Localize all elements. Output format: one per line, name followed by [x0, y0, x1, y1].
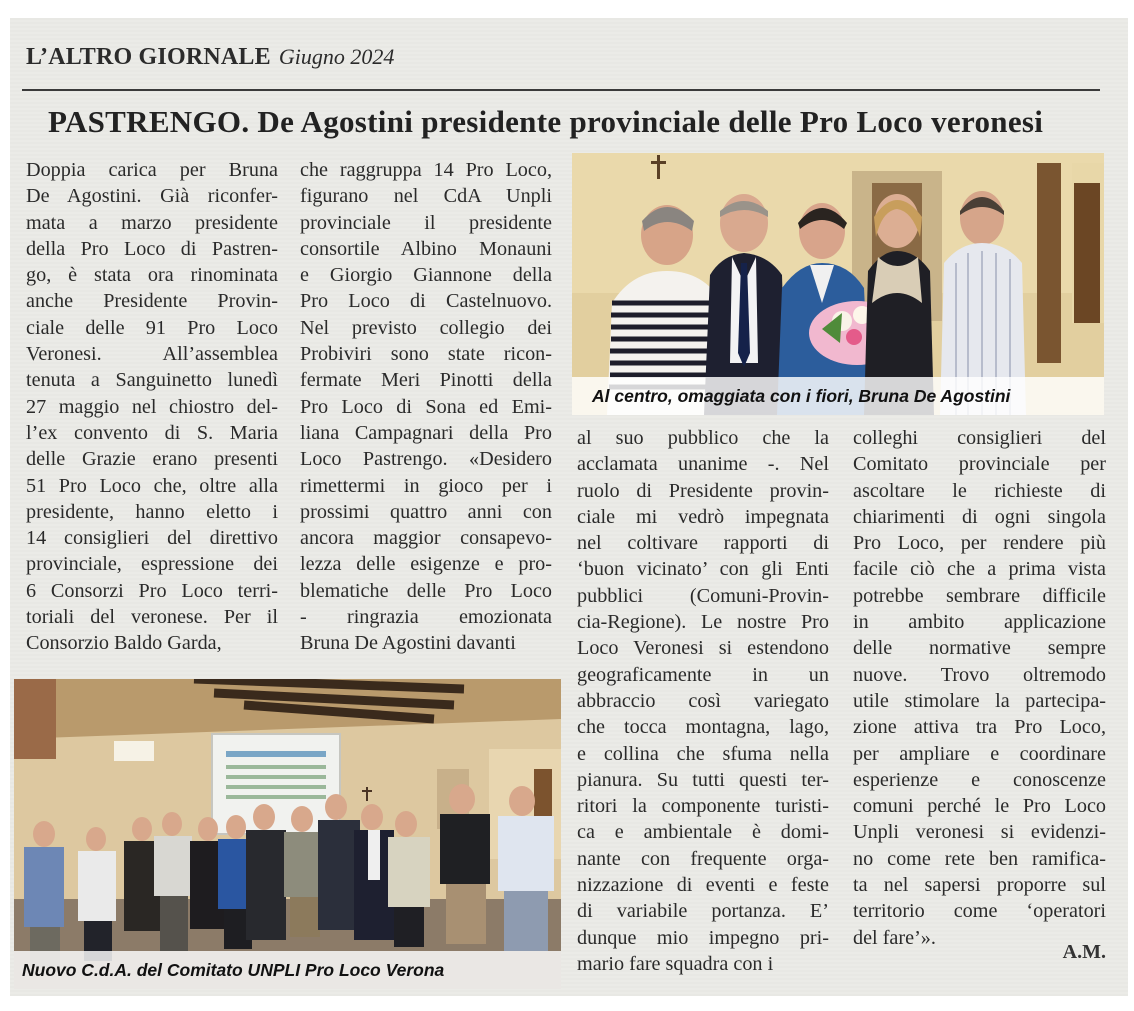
issue-date: Giugno 2024 [278, 44, 395, 69]
article-line: potrebbe sembrare difficile [853, 584, 1106, 607]
article-line: abbraccio così variegato [577, 689, 829, 712]
article-column-3 [577, 425, 829, 977]
article-line: De Agostini. Già riconfer- [26, 185, 278, 208]
article-line: lezza delle esigenze e pro- [300, 553, 552, 576]
article-line: cia-Regione). Le nostre Pro [577, 611, 829, 634]
article-line: - ringrazia emozionata [300, 606, 552, 629]
article-line: e Giorgio Giannone della [300, 264, 552, 287]
article-line: di variabile portanza. E’ [577, 900, 829, 923]
article-line: facile ciò che a prima vista [853, 558, 1106, 581]
article-line: 51 Pro Loco che, oltre alla [26, 474, 278, 497]
article-line: del fare’». [853, 926, 936, 949]
article-line: colleghi consiglieri del [853, 427, 1106, 449]
article-line: Pro Loco di Castelnuovo. [300, 290, 552, 313]
masthead-rule [22, 89, 1100, 91]
article-line: pianura. Su tutti questi ter- [577, 768, 829, 791]
article-line: Nel previsto collegio dei [300, 316, 552, 339]
article-line: dunque mio impegno pri- [577, 926, 829, 949]
article-line: Doppia carica per Bruna [26, 159, 278, 181]
article-headline: PASTRENGO. De Agostini presidente provinciale delle Pro Loco veronesi [48, 104, 1044, 139]
newspaper-name: L’ALTRO GIORNALE [26, 44, 271, 70]
article-line: utile stimolare la partecipa- [853, 689, 1106, 712]
article-line: toriali del veronese. Per il [26, 606, 278, 629]
photo-board-group [14, 679, 561, 989]
article-line: presidente, hanno eletto i [26, 500, 278, 523]
article-line: mata a marzo presidente [26, 211, 278, 234]
article-line: Comitato provinciale per [853, 453, 1106, 476]
article-line: ruolo di Presidente provin- [577, 479, 829, 502]
article-line: acclamata unanime -. Nel [577, 453, 829, 476]
masthead [26, 44, 394, 71]
photo-board-group-caption: Nuovo C.d.A. del Comitato UNPLI Pro Loco Verona [14, 951, 561, 989]
article-line: mario fare squadra con i [577, 952, 774, 975]
article-line: nuove. Trovo oltremodo [853, 663, 1106, 686]
article-line: ciale delle 91 Pro Loco [26, 316, 278, 339]
article-line: pubblici (Comuni-Provin- [577, 584, 829, 607]
author-signature: A.M. [1062, 941, 1106, 963]
article-line: ascoltare le richieste di [853, 479, 1106, 502]
article-line: che tocca montagna, lago, [577, 716, 829, 739]
article-line: figurano nel CdA Unpli [300, 185, 552, 208]
article-line: fermate Meri Pinotti della [300, 369, 552, 392]
article-column-1 [26, 157, 278, 657]
article-line: 6 Consorzi Pro Loco terri- [26, 579, 278, 602]
photo-award-ceremony [572, 153, 1104, 415]
article-line: comuni perché le Pro Loco [853, 795, 1106, 818]
article-column-4 [853, 425, 1106, 951]
article-line: no come rete ben ramifica- [853, 847, 1106, 870]
article-line: Unpli veronesi si evidenzi- [853, 821, 1106, 844]
article-line: rimettermi in gioco per i [300, 474, 552, 497]
article-line: l’ex convento di S. Maria [26, 421, 278, 444]
article-line: tenuta a Sanguinetto lunedì [26, 369, 278, 392]
article-line: Consorzio Baldo Garda, [26, 632, 222, 655]
article-line: Pro Loco di Sona ed Emi- [300, 395, 552, 418]
article-line: 27 maggio nel chiostro del- [26, 395, 278, 418]
article-line: della Pro Loco di Pastren- [26, 237, 278, 260]
article-line: ca e ambientale è domi- [577, 821, 829, 844]
article-line: ta nel sapersi proporre sul [853, 874, 1106, 897]
article-line: territorio come ‘operatori [853, 900, 1106, 923]
article-line: anche Presidente Provin- [26, 290, 278, 313]
article-line: Loco Veronesi si estendono [577, 637, 829, 660]
article-line: delle Grazie erano presenti [26, 448, 278, 471]
article-line: nel coltivare rapporti di [577, 532, 829, 555]
article-line: chiarimenti di ogni singola [853, 505, 1106, 528]
article-line: Loco Pastrengo. «Desidero [300, 448, 552, 471]
article-column-2 [300, 157, 552, 657]
article-line: provinciale, espressione dei [26, 553, 278, 576]
photo-award-ceremony-caption: Al centro, omaggiata con i fiori, Bruna De Agostini [572, 377, 1104, 415]
article-line: e collina che sfuma nella [577, 742, 829, 765]
article-line: nizzazione di eventi e feste [577, 874, 829, 897]
article-line: al suo pubblico che la [577, 427, 829, 449]
article-line: che raggruppa 14 Pro Loco, [300, 159, 552, 181]
article-line: ‘buon vicinato’ con gli Enti [577, 558, 829, 581]
article-line: ciale mi vedrò impegnata [577, 505, 829, 528]
article-line: consortile Albino Monauni [300, 237, 552, 260]
article-line: nante con frequente orga- [577, 847, 829, 870]
article-line: delle normative sempre [853, 637, 1106, 660]
article-line: Probiviri sono state ricon- [300, 343, 552, 366]
article-line: provinciale il presidente [300, 211, 552, 234]
article-line: Bruna De Agostini davanti [300, 632, 516, 655]
photo-award-ceremony-image [572, 153, 1104, 415]
article-line: go, è stata ora rinominata [26, 264, 278, 287]
article-line: liana Campagnari della Pro [300, 421, 552, 444]
photo-board-group-image [14, 679, 561, 989]
article-line: geograficamente in un [577, 663, 829, 686]
article-line: esperienze e conoscenze [853, 768, 1106, 791]
article-line: ritori la componente turisti- [577, 795, 829, 818]
article-line: prossimi quattro anni con [300, 500, 552, 523]
article-line: 14 consiglieri del direttivo [26, 527, 278, 550]
article-line: in ambito applicazione [853, 611, 1106, 634]
article-line: Pro Loco, per rendere più [853, 532, 1106, 555]
article-line: blematiche delle Pro Loco [300, 579, 552, 602]
article-line: Veronesi. All’assemblea [26, 343, 278, 366]
article-line: per ampliare e coordinare [853, 742, 1106, 765]
article-line: ancora maggior consapevo- [300, 527, 552, 550]
article-line: zione attiva tra Pro Loco, [853, 716, 1106, 739]
